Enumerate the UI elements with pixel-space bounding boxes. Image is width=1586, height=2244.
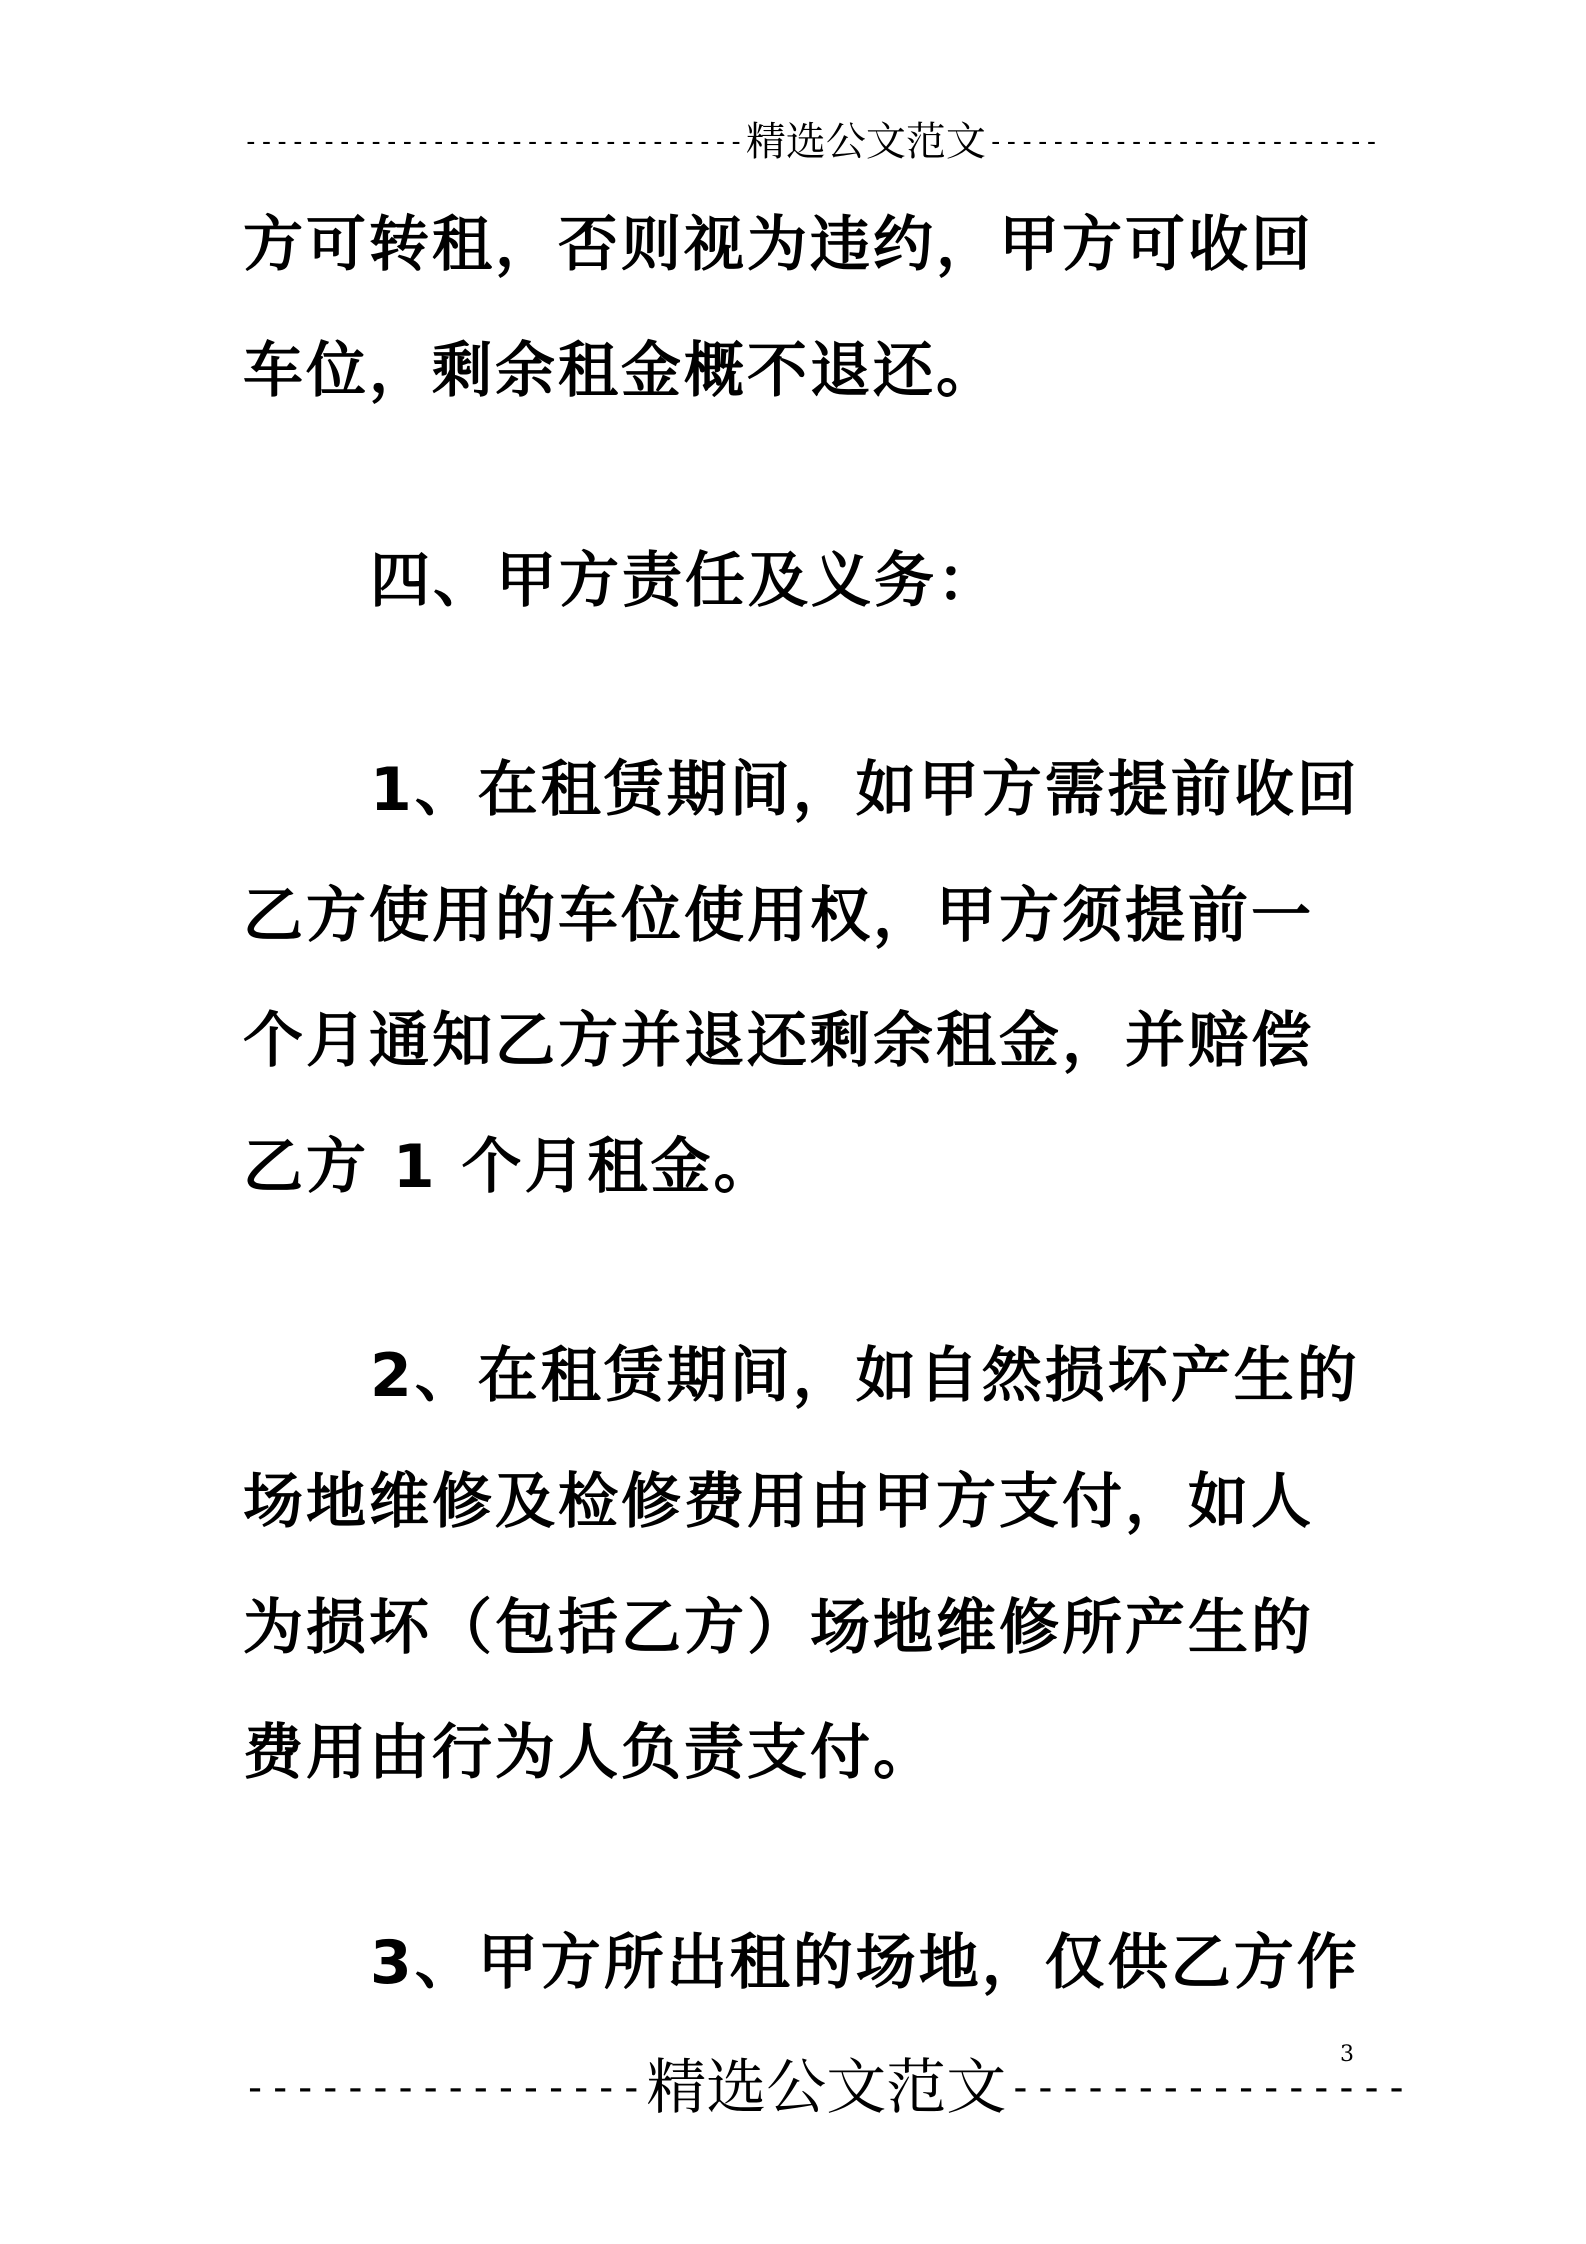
body-line: 车位，剩余租金概不退还。	[243, 336, 999, 406]
header-dashes-right: -------------------------	[987, 127, 1380, 157]
body-line: 3、甲方所出租的场地，仅供乙方作	[370, 1928, 1360, 1998]
section-heading: 四、甲方责任及义务：	[370, 546, 1000, 616]
header-dashes-left: --------------------------------	[243, 127, 744, 157]
body-line: 乙方使用的车位使用权，甲方须提前一	[243, 881, 1314, 951]
footer-label: 精选公文范文	[646, 2053, 1007, 2123]
body-line: 个月通知乙方并退还剩余租金，并赔偿	[243, 1006, 1314, 1076]
footer-dashes-left: ----------------	[243, 2065, 645, 2111]
body-line: 场地维修及检修费用由甲方支付，如人	[243, 1467, 1314, 1537]
page-header	[243, 118, 1380, 166]
body-line: 乙方 1 个月租金。	[243, 1132, 777, 1202]
body-line: 为损坏（包括乙方）场地维修所产生的	[243, 1593, 1314, 1663]
page-footer	[243, 2052, 1410, 2124]
page-number: 3	[1340, 2042, 1354, 2067]
body-line: 方可转租，否则视为违约，甲方可收回	[243, 210, 1314, 280]
body-line: 1、在租赁期间，如甲方需提前收回	[370, 755, 1360, 825]
body-line: 2、在租赁期间，如自然损坏产生的	[370, 1341, 1360, 1411]
header-label: 精选公文范文	[745, 119, 986, 165]
body-line: 费用由行为人负责支付。	[243, 1718, 936, 1788]
footer-dashes-right: ----------------	[1008, 2065, 1410, 2111]
